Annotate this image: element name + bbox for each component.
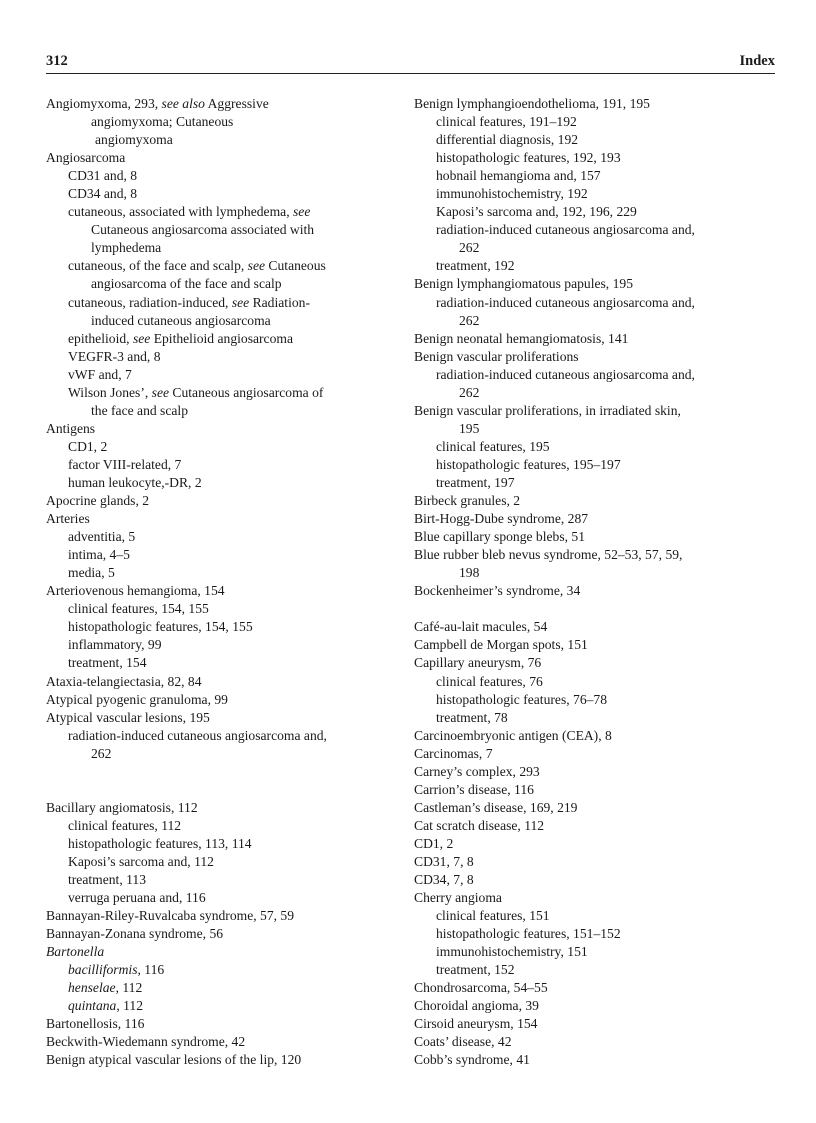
entry-text: histopathologic features, 154, 155 [68, 619, 253, 635]
index-entry [414, 492, 776, 510]
entry-text: Coats’ disease, 42 [414, 1034, 512, 1050]
index-subentry [46, 203, 398, 221]
index-subentry [46, 600, 398, 618]
entry-text: inflammatory, 99 [68, 637, 162, 653]
entry-text: Chondrosarcoma, 54–55 [414, 980, 548, 996]
entry-text: clinical features, 154, 155 [68, 601, 209, 617]
entry-text: radiation-induced cutaneous angiosarcoma and, [436, 222, 695, 238]
index-entry [414, 763, 776, 781]
index-subentry [414, 149, 776, 167]
entry-text: treatment, 197 [436, 474, 515, 490]
index-subentry [46, 979, 398, 997]
index-subentry [414, 943, 776, 961]
entry-text: radiation-induced cutaneous angiosarcoma and, [436, 366, 695, 382]
entry-italic: see also [161, 96, 205, 111]
entry-text: angiomyxoma; Cutaneous [91, 114, 234, 130]
entry-text: CD1, 2 [68, 438, 108, 454]
entry-text-after: , 112 [116, 998, 144, 1014]
entry-text: Castleman’s disease, 169, 219 [414, 799, 578, 815]
index-subentry [414, 907, 776, 925]
entry-text-after: , 116 [137, 962, 165, 978]
entry-italic: see [151, 384, 170, 400]
entry-text-after: Aggressive [204, 96, 269, 111]
index-subentry [46, 474, 398, 492]
page-number: 312 [46, 53, 68, 69]
entry-text: media, 5 [68, 565, 115, 581]
entry-italic: see [231, 294, 250, 310]
index-continuation [46, 275, 398, 293]
index-subentry [414, 438, 776, 456]
index-subentry [46, 564, 398, 582]
index-subentry [46, 384, 398, 402]
index-entry [46, 95, 398, 113]
index-entry [414, 636, 776, 654]
entry-italic: see [247, 258, 266, 274]
index-entry [414, 745, 776, 763]
index-subentry [414, 709, 776, 727]
entry-text: Bannayan-Riley-Ruvalcaba syndrome, 57, 59 [46, 908, 295, 924]
index-subentry [414, 691, 776, 709]
entry-text: angiomyxoma [95, 132, 173, 148]
index-subentry [414, 185, 776, 203]
entry-text: Carcinomas, 7 [414, 745, 493, 761]
index-entry [46, 149, 398, 167]
index-continuation [46, 402, 398, 420]
index-entry [414, 546, 776, 564]
index-subentry [414, 203, 776, 221]
index-subentry [46, 889, 398, 907]
entry-text: adventitia, 5 [68, 529, 136, 545]
index-subentry [414, 294, 776, 312]
entry-italic: quintana [68, 998, 117, 1014]
entry-text: cutaneous, associated with lymphedema, [68, 204, 293, 220]
index-subentry [414, 456, 776, 474]
index-entry [414, 817, 776, 835]
entry-text: angiosarcoma of the face and scalp [91, 276, 282, 292]
entry-text: Angiomyxoma, 293, [46, 96, 162, 111]
entry-text: 262 [459, 384, 480, 400]
index-subentry [46, 348, 398, 366]
entry-text: Benign neonatal hemangiomatosis, 141 [414, 330, 629, 346]
entry-text: histopathologic features, 76–78 [436, 691, 608, 707]
index-continuation [46, 131, 398, 149]
entry-text: histopathologic features, 151–152 [436, 926, 621, 942]
entry-text: cutaneous, of the face and scalp, [68, 258, 248, 274]
entry-text: CD34 and, 8 [68, 186, 138, 202]
index-subentry [414, 167, 776, 185]
index-entry [414, 853, 776, 871]
entry-text: Carney’s complex, 293 [414, 763, 540, 779]
index-continuation [46, 312, 398, 330]
entry-text: Bannayan-Zonana syndrome, 56 [46, 926, 224, 942]
index-entry [46, 907, 398, 925]
index-subentry [414, 673, 776, 691]
entry-text: Choroidal angioma, 39 [414, 998, 539, 1014]
page-header [46, 52, 775, 74]
index-entry [414, 582, 776, 600]
index-entry [46, 709, 398, 727]
index-entry [46, 943, 398, 961]
index-entry [414, 95, 776, 113]
index-entry [46, 582, 398, 600]
entry-text: Apocrine glands, 2 [46, 493, 150, 509]
index-subentry [46, 817, 398, 835]
entry-text: treatment, 152 [436, 962, 515, 978]
index-spacer [46, 763, 398, 781]
entry-italic: see [132, 330, 151, 346]
entry-text: clinical features, 76 [436, 673, 543, 689]
index-subentry [46, 167, 398, 185]
entry-italic: Bartonella [46, 944, 105, 960]
index-column-right [414, 95, 776, 1070]
index-subentry [414, 474, 776, 492]
entry-text-after: Cutaneous angiosarcoma of [169, 384, 324, 400]
entry-text: Wilson Jones’, [68, 384, 152, 400]
index-entry [414, 330, 776, 348]
entry-text: Ataxia-telangiectasia, 82, 84 [46, 673, 202, 689]
index-subentry [46, 853, 398, 871]
entry-text: Cutaneous angiosarcoma associated with [91, 222, 315, 238]
index-subentry [414, 366, 776, 384]
index-subentry [46, 727, 398, 745]
entry-text: 262 [91, 745, 112, 761]
section-title: Index [739, 53, 775, 69]
entry-text: Benign lymphangioendothelioma, 191, 195 [414, 96, 650, 111]
index-entry [414, 510, 776, 528]
index-subentry [414, 131, 776, 149]
entry-text: Cherry angioma [414, 890, 502, 906]
entry-text: Atypical vascular lesions, 195 [46, 709, 210, 725]
entry-text: Birbeck granules, 2 [414, 493, 521, 509]
entry-text: radiation-induced cutaneous angiosarcoma and, [436, 294, 695, 310]
index-subentry [46, 185, 398, 203]
index-subentry [414, 221, 776, 239]
index-entry [46, 799, 398, 817]
index-entry [414, 727, 776, 745]
index-continuation [414, 564, 776, 582]
entry-text: Cirsoid aneurysm, 154 [414, 1016, 538, 1032]
entry-italic: see [293, 204, 311, 220]
entry-text: Arteries [46, 511, 90, 527]
index-subentry [46, 871, 398, 889]
entry-text: treatment, 154 [68, 655, 147, 671]
entry-text: induced cutaneous angiosarcoma [91, 312, 271, 328]
index-entry [414, 1015, 776, 1033]
entry-text-after: Radiation- [249, 294, 310, 310]
entry-text: Cat scratch disease, 112 [414, 817, 545, 833]
entry-text: verruga peruana and, 116 [68, 890, 206, 906]
index-subentry [46, 961, 398, 979]
entry-text: CD31, 7, 8 [414, 853, 474, 869]
index-spacer [414, 600, 776, 618]
index-subentry [46, 618, 398, 636]
entry-text-after: Cutaneous [265, 258, 326, 274]
entry-text: 262 [459, 240, 480, 256]
index-entry [414, 1051, 776, 1069]
index-entry [46, 1033, 398, 1051]
entry-italic: bacilliformis [68, 962, 138, 978]
entry-text: Bacillary angiomatosis, 112 [46, 799, 198, 815]
index-subentry [46, 294, 398, 312]
entry-text: Benign vascular proliferations [414, 348, 579, 364]
entry-text: histopathologic features, 195–197 [436, 456, 621, 472]
entry-text: CD31 and, 8 [68, 168, 138, 184]
entry-text: the face and scalp [91, 402, 188, 418]
index-entry [46, 420, 398, 438]
index-subentry [46, 835, 398, 853]
entry-text: factor VIII-related, 7 [68, 456, 182, 472]
entry-text: immunohistochemistry, 192 [436, 186, 588, 202]
index-subentry [414, 257, 776, 275]
index-entry [414, 402, 776, 420]
entry-text: epithelioid, [68, 330, 133, 346]
entry-text-after: , 112 [115, 980, 143, 996]
index-entry [46, 673, 398, 691]
index-continuation [414, 384, 776, 402]
entry-text: Cobb’s syndrome, 41 [414, 1052, 530, 1068]
entry-text: Café-au-lait macules, 54 [414, 619, 548, 635]
entry-text: CD1, 2 [414, 835, 454, 851]
index-continuation [414, 312, 776, 330]
index-entry [46, 510, 398, 528]
entry-text: VEGFR-3 and, 8 [68, 348, 161, 364]
entry-text: hobnail hemangioma and, 157 [436, 168, 601, 184]
entry-text: Campbell de Morgan spots, 151 [414, 637, 588, 653]
index-entry [46, 691, 398, 709]
entry-text: human leukocyte,-DR, 2 [68, 474, 202, 490]
index-subentry [46, 528, 398, 546]
entry-text: treatment, 78 [436, 709, 508, 725]
index-subentry [46, 330, 398, 348]
entry-text: Birt-Hogg-Dube syndrome, 287 [414, 511, 589, 527]
entry-text: 195 [459, 420, 480, 436]
entry-text-after: Epithelioid angiosarcoma [150, 330, 293, 346]
index-entry [414, 871, 776, 889]
entry-text: clinical features, 151 [436, 908, 550, 924]
entry-text: Benign vascular proliferations, in irradiated skin, [414, 402, 681, 418]
entry-text: differential diagnosis, 192 [436, 132, 579, 148]
index-subentry [414, 961, 776, 979]
index-spacer [46, 781, 398, 799]
index-entry [414, 835, 776, 853]
entry-text: Bartonellosis, 116 [46, 1016, 145, 1032]
entry-text: intima, 4–5 [68, 547, 130, 563]
index-entry [414, 979, 776, 997]
entry-text: Antigens [46, 420, 96, 436]
entry-text: treatment, 113 [68, 872, 147, 888]
entry-text: Benign lymphangiomatous papules, 195 [414, 276, 633, 292]
index-subentry [46, 997, 398, 1015]
entry-text: histopathologic features, 192, 193 [436, 150, 621, 166]
entry-text: Carcinoembryonic antigen (CEA), 8 [414, 727, 612, 743]
index-continuation [414, 420, 776, 438]
entry-text: clinical features, 195 [436, 438, 550, 454]
entry-text: radiation-induced cutaneous angiosarcoma and, [68, 727, 327, 743]
index-subentry [414, 925, 776, 943]
entry-text: Benign atypical vascular lesions of the lip, 120 [46, 1052, 302, 1068]
entry-text: 262 [459, 312, 480, 328]
entry-text: lymphedema [91, 240, 162, 256]
index-entry [46, 1051, 398, 1069]
index-subentry [46, 257, 398, 275]
index-subentry [46, 636, 398, 654]
entry-text: Blue capillary sponge blebs, 51 [414, 529, 586, 545]
index-entry [414, 997, 776, 1015]
entry-text: vWF and, 7 [68, 366, 132, 382]
entry-text: Arteriovenous hemangioma, 154 [46, 583, 225, 599]
entry-text: clinical features, 112 [68, 817, 182, 833]
index-entry [414, 1033, 776, 1051]
index-subentry [46, 438, 398, 456]
index-entry [46, 492, 398, 510]
entry-text: clinical features, 191–192 [436, 114, 577, 130]
index-continuation [414, 239, 776, 257]
entry-text: treatment, 192 [436, 258, 515, 274]
entry-text: Beckwith-Wiedemann syndrome, 42 [46, 1034, 246, 1050]
entry-text: Bockenheimer’s syndrome, 34 [414, 583, 581, 599]
index-entry [414, 618, 776, 636]
index-entry [414, 528, 776, 546]
entry-italic: henselae [68, 980, 116, 996]
entry-text: 198 [459, 565, 480, 581]
index-subentry [46, 366, 398, 384]
index-subentry [46, 546, 398, 564]
entry-text: Kaposi’s sarcoma and, 192, 196, 229 [436, 204, 637, 220]
index-entry [414, 889, 776, 907]
index-continuation [46, 113, 398, 131]
entry-text: Angiosarcoma [46, 150, 126, 166]
entry-text: Kaposi’s sarcoma and, 112 [68, 853, 214, 869]
index-continuation [46, 221, 398, 239]
index-entry [414, 781, 776, 799]
index-entry [414, 275, 776, 293]
entry-text: Blue rubber bleb nevus syndrome, 52–53, 57, 59, [414, 547, 683, 563]
index-entry [414, 348, 776, 366]
index-entry [414, 654, 776, 672]
index-entry [46, 1015, 398, 1033]
index-entry [414, 799, 776, 817]
index-continuation [46, 239, 398, 257]
index-subentry [414, 113, 776, 131]
entry-text: cutaneous, radiation-induced, [68, 294, 232, 310]
index-subentry [46, 456, 398, 474]
entry-text: immunohistochemistry, 151 [436, 944, 588, 960]
entry-text: Atypical pyogenic granuloma, 99 [46, 691, 228, 707]
index-subentry [46, 654, 398, 672]
index-continuation [46, 745, 398, 763]
entry-text: Carrion’s disease, 116 [414, 781, 534, 797]
entry-text: CD34, 7, 8 [414, 872, 474, 888]
entry-text: histopathologic features, 113, 114 [68, 835, 252, 851]
entry-text: Capillary aneurysm, 76 [414, 655, 542, 671]
index-entry [46, 925, 398, 943]
index-column-left [46, 95, 398, 1070]
